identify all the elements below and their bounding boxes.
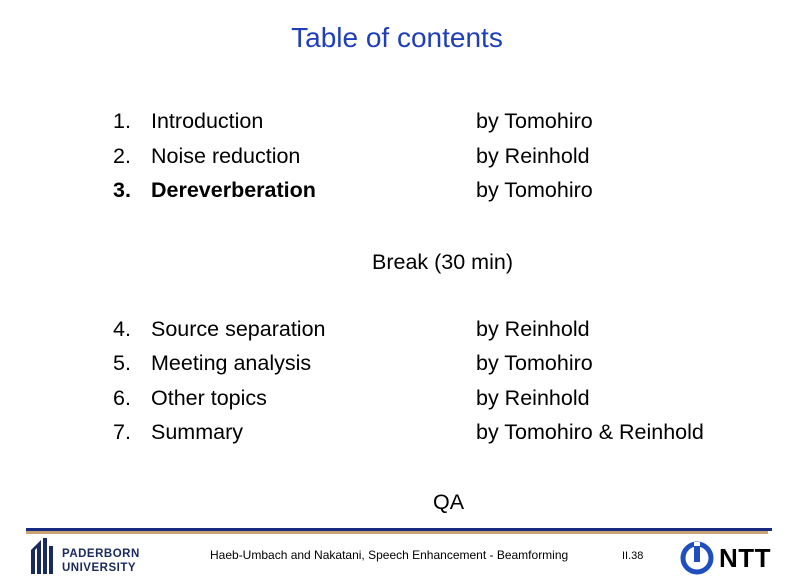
toc-number: 6.	[113, 386, 131, 410]
toc-number: 3.	[113, 178, 131, 202]
toc-presenter: by Tomohiro	[476, 351, 593, 375]
toc-number: 4.	[113, 317, 131, 341]
ntt-emblem-icon	[680, 540, 716, 576]
toc-number: 7.	[113, 420, 131, 444]
university-name-line1: PADERBORN	[62, 548, 140, 560]
break-label: Break (30 min)	[372, 250, 513, 274]
slide-title: Table of contents	[291, 22, 503, 53]
toc-topic: Source separation	[151, 317, 326, 341]
toc-topic: Summary	[151, 420, 243, 444]
toc-presenter: by Tomohiro & Reinhold	[476, 420, 704, 444]
qa-label: QA	[433, 490, 465, 514]
toc-number: 5.	[113, 351, 131, 375]
paderborn-university-logo	[28, 536, 138, 576]
toc-topic: Dereverberation	[151, 178, 316, 202]
toc-presenter: by Reinhold	[476, 144, 590, 168]
footer-rule-orange	[26, 531, 768, 534]
toc-number: 1.	[113, 109, 131, 133]
toc-presenter: by Reinhold	[476, 386, 590, 410]
toc-topic: Introduction	[151, 109, 264, 133]
toc-number: 2.	[113, 144, 131, 168]
toc-presenter: by Reinhold	[476, 317, 590, 341]
page-number: II.38	[622, 550, 644, 562]
toc-presenter: by Tomohiro	[476, 178, 593, 202]
toc-topic: Noise reduction	[151, 144, 301, 168]
toc-topic: Meeting analysis	[151, 351, 312, 375]
toc-presenter: by Tomohiro	[476, 109, 593, 133]
footer-citation: Haeb-Umbach and Nakatani, Speech Enhancement - Beamforming	[210, 548, 569, 562]
university-name-line2: UNIVERSITY	[62, 562, 137, 574]
university-emblem-icon	[28, 536, 58, 576]
toc-topic: Other topics	[151, 386, 267, 410]
ntt-wordmark: NTT	[719, 543, 772, 573]
